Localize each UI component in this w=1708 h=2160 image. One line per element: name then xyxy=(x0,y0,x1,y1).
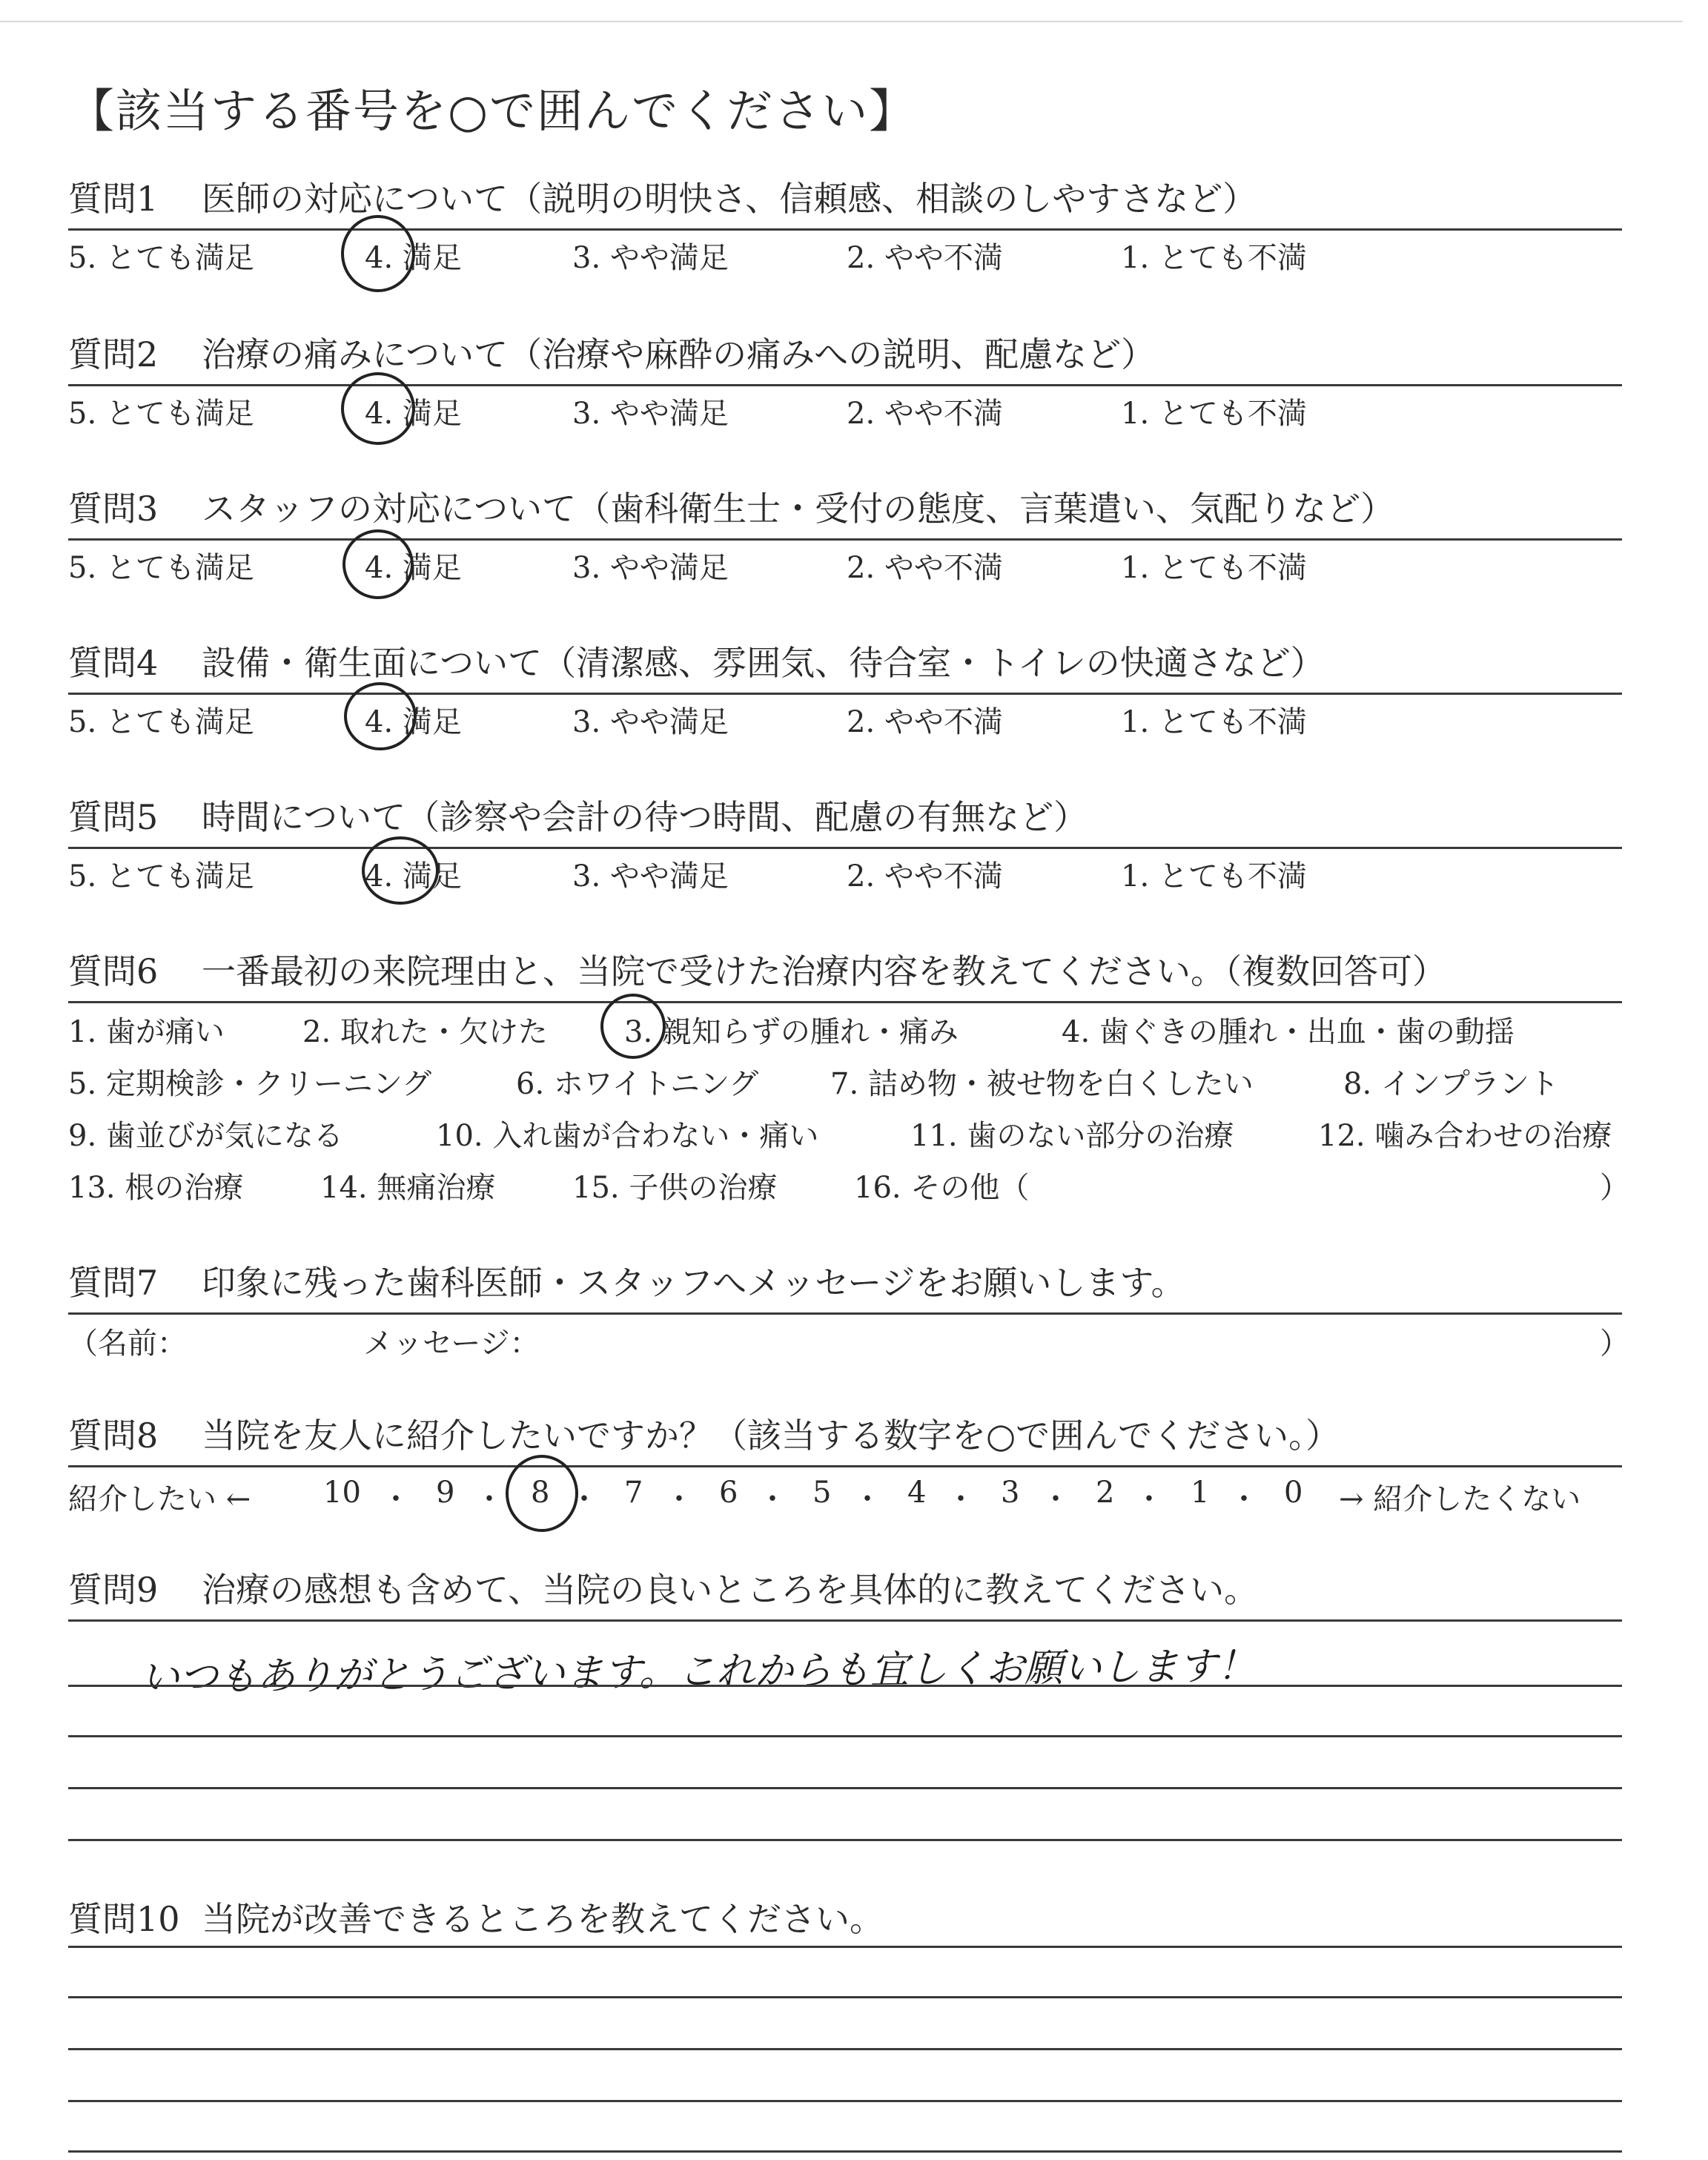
scale-separator: ・ xyxy=(664,1482,694,1516)
option-very-satisfied[interactable]: 5. とても満足 xyxy=(68,241,254,275)
scale-separator: ・ xyxy=(1229,1482,1259,1516)
reason-options-row xyxy=(68,1008,1632,1048)
question-header xyxy=(68,1566,1622,1622)
option-satisfied[interactable]: 4. 満足 xyxy=(365,859,462,894)
rating-options xyxy=(68,234,1622,274)
scale-separator: ・ xyxy=(1134,1482,1164,1516)
answer-line xyxy=(68,2048,1622,2050)
question-header xyxy=(68,1895,1622,1949)
question-header xyxy=(68,331,1622,386)
question-text: スタッフの対応について（歯科衛生士・受付の態度、言葉遣い、気配りなど） xyxy=(202,489,1395,529)
question-text: 治療の感想も含めて、当院の良いところを具体的に教えてください。 xyxy=(202,1570,1259,1610)
scale-9[interactable]: 9 xyxy=(436,1476,455,1510)
question-label: 質問8 xyxy=(68,1416,159,1456)
scale-separator: ・ xyxy=(569,1482,599,1516)
question-header xyxy=(68,485,1622,541)
name-field-label[interactable]: （名前： xyxy=(68,1327,187,1361)
answer-line xyxy=(68,1787,1622,1789)
scale-7[interactable]: 7 xyxy=(624,1476,643,1510)
question-text: 設備・衛生面について（清潔感、雰囲気、待合室・トイレの快適さなど） xyxy=(202,643,1325,683)
reason-option[interactable]: 1. 歯が痛い xyxy=(68,1015,225,1049)
question-text: 治療の痛みについて（治療や麻酔の痛みへの説明、配慮など） xyxy=(202,334,1156,374)
question-header xyxy=(68,1412,1622,1467)
scale-0[interactable]: 0 xyxy=(1284,1476,1303,1510)
reason-option[interactable]: 9. 歯並びが気になる xyxy=(68,1119,343,1153)
question-text: 当院が改善できるところを教えてください。 xyxy=(202,1899,884,1939)
option-very-dissatisfied[interactable]: 1. とても不満 xyxy=(1121,551,1307,585)
rating-options xyxy=(68,390,1622,430)
scale-8[interactable]: 8 xyxy=(531,1476,550,1510)
answer-line xyxy=(68,1735,1622,1737)
handwritten-answer: いつもありがとうございます。これからも宜しくお願いします！ xyxy=(140,1644,1257,1700)
reason-option[interactable]: 14. 無痛治療 xyxy=(320,1171,496,1205)
selection-circle xyxy=(506,1455,578,1532)
option-somewhat-satisfied[interactable]: 3. やや満足 xyxy=(572,859,729,894)
option-very-satisfied[interactable]: 5. とても満足 xyxy=(68,397,254,431)
scale-3[interactable]: 3 xyxy=(1001,1476,1020,1510)
page-title: 【該当する番号を○で囲んでください】 xyxy=(68,84,917,138)
question-label: 質問7 xyxy=(68,1263,159,1303)
option-very-dissatisfied[interactable]: 1. とても不満 xyxy=(1121,705,1307,739)
answer-line xyxy=(68,1685,1622,1687)
reason-option[interactable]: 13. 根の治療 xyxy=(68,1171,244,1205)
close-paren: ） xyxy=(1600,1171,1629,1205)
rating-options xyxy=(68,698,1622,739)
option-satisfied[interactable]: 4. 満足 xyxy=(365,397,462,431)
scale-5[interactable]: 5 xyxy=(812,1476,832,1510)
option-satisfied[interactable]: 4. 満足 xyxy=(365,241,462,275)
question-text: 当院を友人に紹介したいですか？（該当する数字を○で囲んでください。） xyxy=(202,1416,1340,1456)
scan-edge-line xyxy=(0,21,1683,22)
question-header xyxy=(68,639,1622,695)
selection-circle xyxy=(341,372,415,445)
option-satisfied[interactable]: 4. 満足 xyxy=(365,551,462,585)
option-very-dissatisfied[interactable]: 1. とても不満 xyxy=(1121,241,1307,275)
reason-option[interactable]: 3. 親知らずの腫れ・痛み xyxy=(624,1015,959,1049)
scale-1[interactable]: 1 xyxy=(1191,1476,1210,1510)
question-header xyxy=(68,175,1622,231)
reason-option[interactable]: 8. インプラント xyxy=(1343,1067,1559,1101)
rating-options xyxy=(68,853,1622,893)
option-somewhat-dissatisfied[interactable]: 2. やや不満 xyxy=(847,705,1003,739)
scale-6[interactable]: 6 xyxy=(719,1476,738,1510)
question-label: 質問5 xyxy=(68,797,159,837)
scale-separator: ・ xyxy=(381,1482,411,1516)
question-label: 質問4 xyxy=(68,643,159,683)
question-label: 質問10 xyxy=(68,1899,180,1939)
reason-option-other[interactable]: 16. その他（ xyxy=(854,1171,1030,1205)
question-label: 質問3 xyxy=(68,489,159,529)
question-header xyxy=(68,948,1622,1003)
reason-option[interactable]: 5. 定期検診・クリーニング xyxy=(68,1067,432,1101)
option-somewhat-satisfied[interactable]: 3. やや満足 xyxy=(572,705,729,739)
scale-separator: ・ xyxy=(1041,1482,1070,1516)
question-header xyxy=(68,793,1622,849)
option-very-satisfied[interactable]: 5. とても満足 xyxy=(68,859,254,894)
option-somewhat-dissatisfied[interactable]: 2. やや不満 xyxy=(847,241,1003,275)
selection-circle xyxy=(600,994,666,1059)
scale-separator: ・ xyxy=(474,1482,504,1516)
answer-line xyxy=(68,2100,1622,2102)
scale-separator: ・ xyxy=(758,1482,787,1516)
question-label: 質問1 xyxy=(68,179,159,219)
scale-separator: ・ xyxy=(853,1482,882,1516)
selection-circle xyxy=(362,836,439,905)
selection-circle xyxy=(341,215,415,292)
question-text: 印象に残った歯科医師・スタッフへメッセージをお願いします。 xyxy=(202,1263,1185,1303)
answer-line xyxy=(68,1996,1622,1998)
question-header xyxy=(68,1259,1622,1315)
option-very-dissatisfied[interactable]: 1. とても不満 xyxy=(1121,859,1307,894)
message-field-label[interactable]: メッセージ： xyxy=(363,1327,540,1361)
selection-circle xyxy=(342,529,414,599)
scale-2[interactable]: 2 xyxy=(1096,1476,1115,1510)
question-label: 質問2 xyxy=(68,334,159,374)
option-somewhat-dissatisfied[interactable]: 2. やや不満 xyxy=(847,397,1003,431)
recommend-right-label: → 紹介したくない xyxy=(1339,1482,1581,1516)
answer-line xyxy=(68,1946,1622,1948)
close-paren: ） xyxy=(1600,1327,1629,1361)
reason-option[interactable]: 2. 取れた・欠けた xyxy=(302,1015,548,1049)
scale-4[interactable]: 4 xyxy=(907,1476,927,1510)
option-satisfied[interactable]: 4. 満足 xyxy=(365,705,462,739)
reason-option[interactable]: 11. 歯のない部分の治療 xyxy=(910,1119,1234,1153)
scale-separator: ・ xyxy=(946,1482,976,1516)
reason-option[interactable]: 7. 詰め物・被せ物を白くしたい xyxy=(830,1067,1254,1101)
reason-option[interactable]: 12. 噛み合わせの治療 xyxy=(1318,1119,1612,1153)
reason-option[interactable]: 4. 歯ぐきの腫れ・出血・歯の動揺 xyxy=(1062,1015,1515,1049)
reason-option[interactable]: 15. 子供の治療 xyxy=(572,1171,778,1205)
option-somewhat-dissatisfied[interactable]: 2. やや不満 xyxy=(847,551,1003,585)
selection-circle xyxy=(344,682,417,750)
scale-10[interactable]: 10 xyxy=(323,1476,361,1510)
rating-options xyxy=(68,544,1622,584)
option-very-satisfied[interactable]: 5. とても満足 xyxy=(68,551,254,585)
question-text: 時間について（診察や会計の待つ時間、配慮の有無など） xyxy=(202,797,1088,837)
option-somewhat-satisfied[interactable]: 3. やや満足 xyxy=(572,241,729,275)
question-label: 質問6 xyxy=(68,951,159,991)
reason-option[interactable]: 10. 入れ歯が合わない・痛い xyxy=(436,1119,819,1153)
question-label: 質問9 xyxy=(68,1570,159,1610)
option-very-dissatisfied[interactable]: 1. とても不満 xyxy=(1121,397,1307,431)
option-somewhat-satisfied[interactable]: 3. やや満足 xyxy=(572,397,729,431)
option-somewhat-dissatisfied[interactable]: 2. やや不満 xyxy=(847,859,1003,894)
reason-options-row xyxy=(68,1060,1632,1100)
reason-options-row xyxy=(68,1164,1632,1204)
question-text: 一番最初の来院理由と、当院で受けた治療内容を教えてください。（複数回答可） xyxy=(202,951,1446,991)
question-text: 医師の対応について（説明の明快さ、信頼感、相談のしやすさなど） xyxy=(202,179,1257,219)
option-somewhat-satisfied[interactable]: 3. やや満足 xyxy=(572,551,729,585)
reason-options-row xyxy=(68,1112,1632,1152)
option-very-satisfied[interactable]: 5. とても満足 xyxy=(68,705,254,739)
recommend-left-label: 紹介したい ← xyxy=(68,1482,251,1516)
answer-line xyxy=(68,1839,1622,1841)
reason-option[interactable]: 6. ホワイトニング xyxy=(516,1067,759,1101)
answer-line xyxy=(68,2150,1622,2153)
